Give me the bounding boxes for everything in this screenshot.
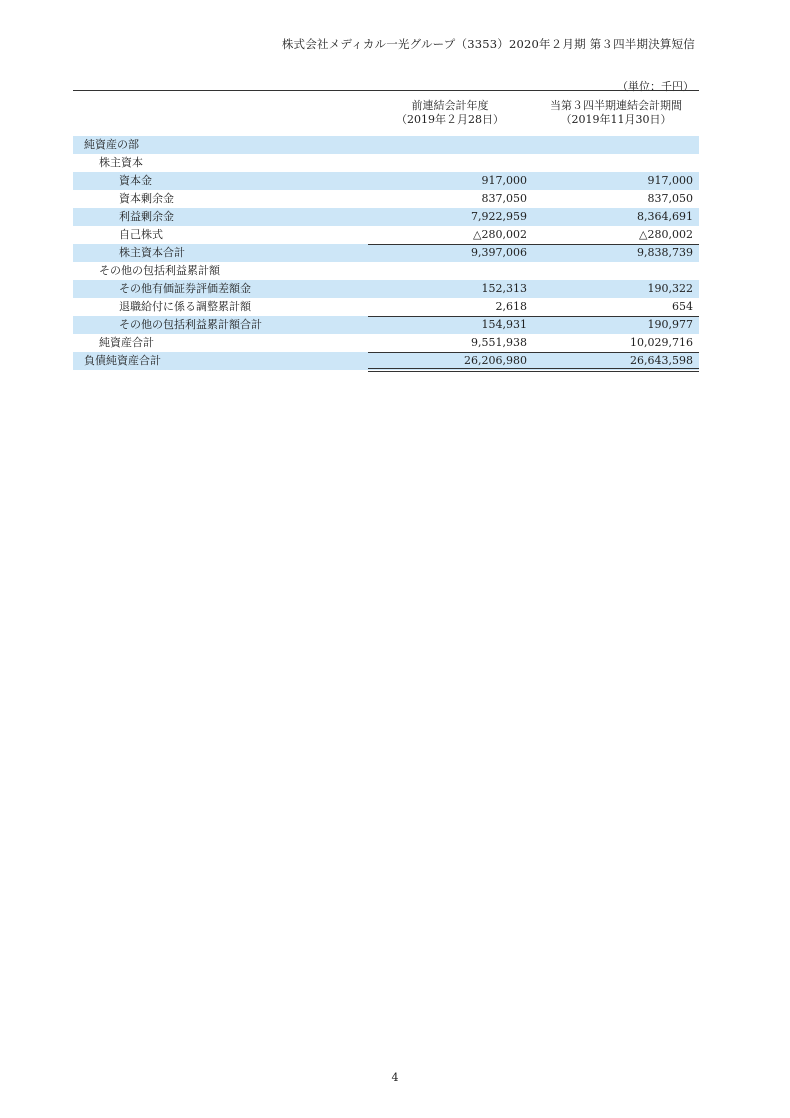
table-row	[73, 136, 699, 154]
prior-value: △280,002	[473, 228, 527, 241]
current-value: 654	[672, 300, 693, 313]
column-header-prior	[368, 99, 532, 127]
table-row	[73, 262, 699, 280]
prior-value: 2,618	[495, 300, 527, 313]
row-label: 利益剰余金	[119, 210, 174, 223]
current-value: 917,000	[647, 174, 693, 187]
row-label: その他の包括利益累計額合計	[119, 318, 262, 331]
current-value: 837,050	[647, 192, 693, 205]
top-rule	[73, 90, 699, 91]
row-label: 株主資本	[99, 156, 143, 169]
table-row-subtotal	[73, 316, 699, 334]
row-label: 自己株式	[119, 228, 163, 241]
balance-sheet-table	[73, 136, 699, 370]
unit-label: （単位：千円）	[617, 80, 694, 93]
column-header-prior-title: 前連結会計年度	[411, 99, 489, 112]
row-label: その他有価証券評価差額金	[119, 282, 251, 295]
table-row	[73, 208, 699, 226]
current-value: 9,838,739	[637, 246, 693, 259]
row-label: 負債純資産合計	[84, 354, 161, 367]
row-label: その他の包括利益累計額	[99, 264, 220, 277]
current-value: 10,029,716	[630, 336, 693, 349]
table-row	[73, 190, 699, 208]
table-row-subtotal	[73, 244, 699, 262]
table-row-total	[73, 352, 699, 370]
prior-value: 26,206,980	[464, 354, 527, 367]
prior-value: 837,050	[481, 192, 527, 205]
row-label: 資本金	[119, 174, 152, 187]
table-row	[73, 172, 699, 190]
prior-value: 7,922,959	[471, 210, 527, 223]
row-label: 株主資本合計	[119, 246, 185, 259]
current-value: 8,364,691	[637, 210, 693, 223]
current-value: 190,977	[647, 318, 693, 331]
table-row-subtotal	[73, 334, 699, 352]
prior-value: 9,397,006	[471, 246, 527, 259]
row-label: 資本剰余金	[119, 192, 174, 205]
table-row	[73, 154, 699, 172]
column-header-current-title: 当第３四半期連結会計期間	[550, 99, 682, 112]
column-header-current-date: （2019年11月30日）	[560, 113, 672, 126]
current-value: △280,002	[639, 228, 693, 241]
prior-value: 152,313	[481, 282, 527, 295]
row-label: 純資産の部	[84, 138, 139, 151]
column-header-prior-date: （2019年２月28日）	[396, 113, 504, 126]
document-header: 株式会社メディカル一光グループ（3353）2020年２月期 第３四半期決算短信	[281, 37, 695, 51]
current-value: 190,322	[647, 282, 693, 295]
row-label: 退職給付に係る調整累計額	[119, 300, 251, 313]
page-number: 4	[391, 1071, 399, 1084]
prior-value: 917,000	[481, 174, 527, 187]
table-row	[73, 280, 699, 298]
table-row	[73, 226, 699, 244]
table-row	[73, 298, 699, 316]
prior-value: 154,931	[481, 318, 527, 331]
row-label: 純資産合計	[99, 336, 154, 349]
current-value: 26,643,598	[630, 354, 693, 367]
column-header-current	[533, 99, 699, 127]
prior-value: 9,551,938	[471, 336, 527, 349]
